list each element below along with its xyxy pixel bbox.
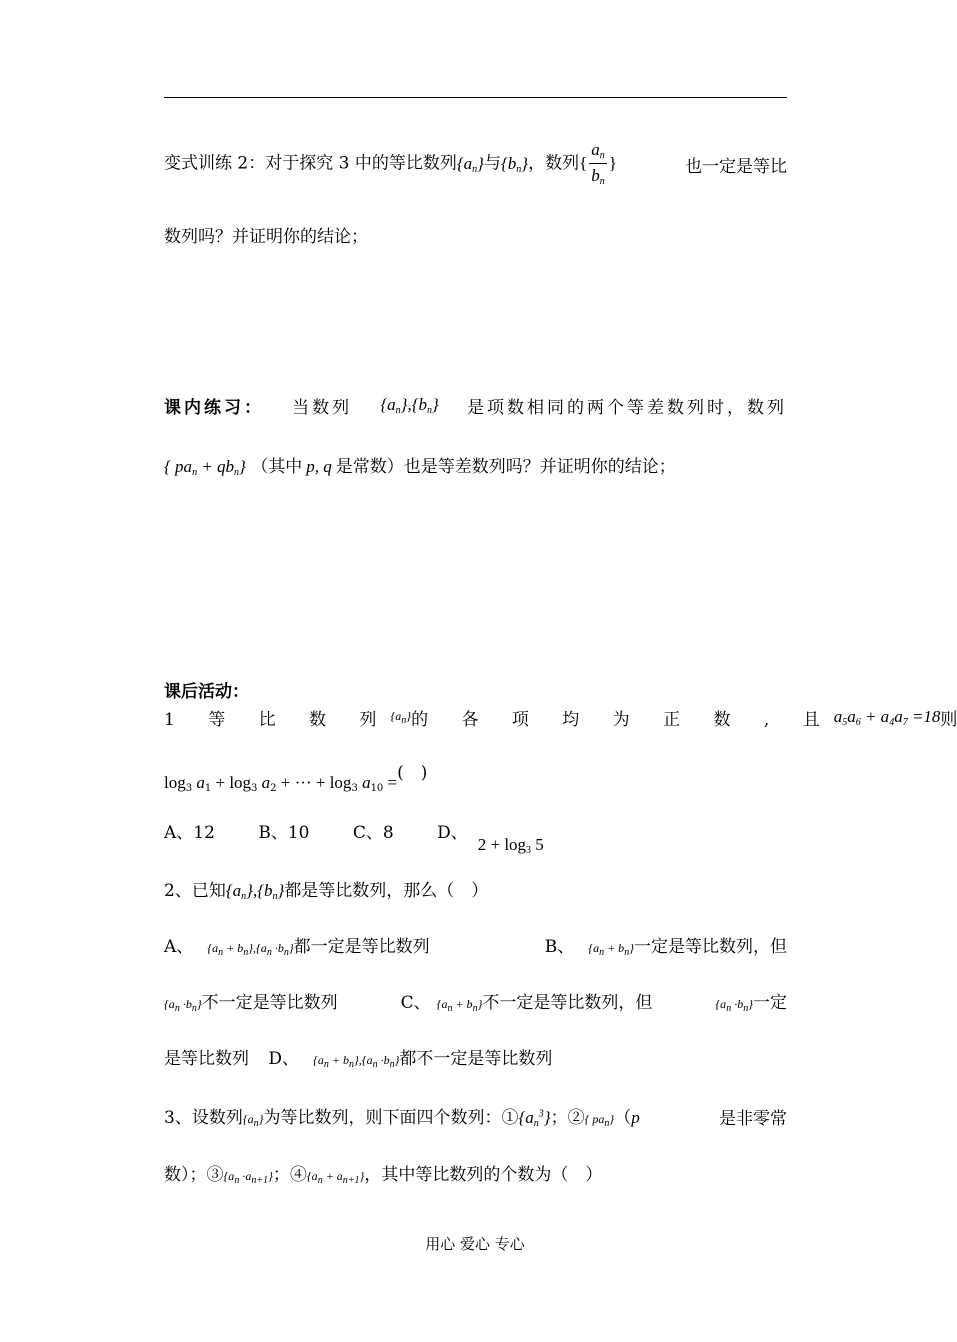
variant-mid: ，数列 <box>528 153 580 174</box>
q1-option-a[interactable]: A、12 <box>164 823 215 843</box>
q1-options <box>164 818 787 856</box>
practice-line-2: { $pa_n + qb_n$} （其中 p, q 是常数）也是等差数列吗？并证明你的结论； <box>164 457 676 478</box>
practice-seqs: $\{a_n\},\{b_n\}$ <box>380 395 439 416</box>
variant-prefix: 变式训练 2：对于探究 3 中的等比数列 <box>164 153 457 174</box>
q2-line-b: $\{a_n \cdot b_n\}$不一定是等比数列 C、 $\{a_n + b_n\}$不一定是等比数列，但 $\{a_n \cdot b_n\}$一定 <box>164 988 787 1014</box>
variant-line-1: 变式训练 2：对于探究 3 中的等比数列$\{a_n\}$与$\{b_n\}$，数列{ $\frac{a_n}{b_n}$ } 也一定是等比 <box>164 140 787 187</box>
q3-line-1: 3、设数列$\{a_n\}$为等比数列，则下面四个数列：$①\{a_n^3\}$；②{ $pa_n\}(p$ 是非零常 <box>164 1108 787 1129</box>
q2-option-d[interactable]: D、 $\{a_n + b_n\},\{a_n \cdot b_n\}$都不一定是等比数列 <box>268 1049 553 1070</box>
q1-condition: $a_5a_6 + a_4a_7 =18$ <box>833 707 941 728</box>
practice-label: 课内练习： <box>164 398 264 418</box>
q3-line-2: 数）；$③\{a_n \cdot a_{n+1}\}$；$④\{a_n + a_{n+1}\}$，其中等比数列的个数为（ ） <box>164 1165 603 1186</box>
header-rule <box>164 97 787 98</box>
seq-b: $\{b_n\}$ <box>500 153 529 175</box>
q2-option-c[interactable]: C、 $\{a_n + b_n\}$不一定是等比数列，但 <box>400 993 653 1014</box>
q2-line-c: 是等比数列 D、 $\{a_n + b_n\},\{a_n \cdot b_n\}$都不一定是等比数列 <box>164 1049 553 1070</box>
q2-option-a[interactable]: A、 $\{a_n + b_n\},\{a_n \cdot b_n\}$都一定是等比数列 <box>164 937 430 958</box>
q1-line-1: 1 等 比 数 列 $\{a_n\}$ 的 各 项 均 为 正 数 , 且 $a_5a_6 + a_4a_7 =18$ 则 <box>164 707 957 730</box>
q1-log-expression: $\log_3 a_1 + \log_3 a_2$ + ··· + $\log_3 a_{10}$ =( ) <box>164 763 428 794</box>
seq-a: $\{a_n\}$ <box>456 153 484 175</box>
practice-line-1: 课内练习： 当数列 $\{a_n\},\{b_n\}$ 是项数相同的两个等差数列时，数列 <box>164 395 787 418</box>
practice-expr: { $pa_n + qb_n$} <box>164 457 246 478</box>
q2-line-a <box>164 932 787 958</box>
q2-seqs: $\{a_n\},\{b_n\}$ <box>225 881 285 902</box>
q1-seq: $\{a_n\}$ <box>390 709 412 726</box>
q1-option-d[interactable]: D、$2 + \log_3 5$ <box>437 823 544 856</box>
after-label: 课后活动： <box>164 682 249 702</box>
variant-line-2: 数列吗？并证明你的结论； <box>164 227 368 247</box>
page-footer: 用心 爱心 专心 <box>425 1235 525 1253</box>
fraction-a-over-b: $\frac{a_n}{b_n}$ <box>591 140 605 187</box>
variant-suffix: 也一定是等比 <box>685 156 787 177</box>
q2-option-b[interactable]: B、 $\{a_n + b_n\}$一定是等比数列，但 <box>544 937 787 958</box>
q2-stem: 2、已知$\{a_n\},\{b_n\}$都是等比数列，那么（ ） <box>164 881 489 902</box>
q1-option-b[interactable]: B、10 <box>258 823 310 843</box>
with-text: 与 <box>483 153 501 174</box>
q1-option-c[interactable]: C、8 <box>352 823 394 843</box>
